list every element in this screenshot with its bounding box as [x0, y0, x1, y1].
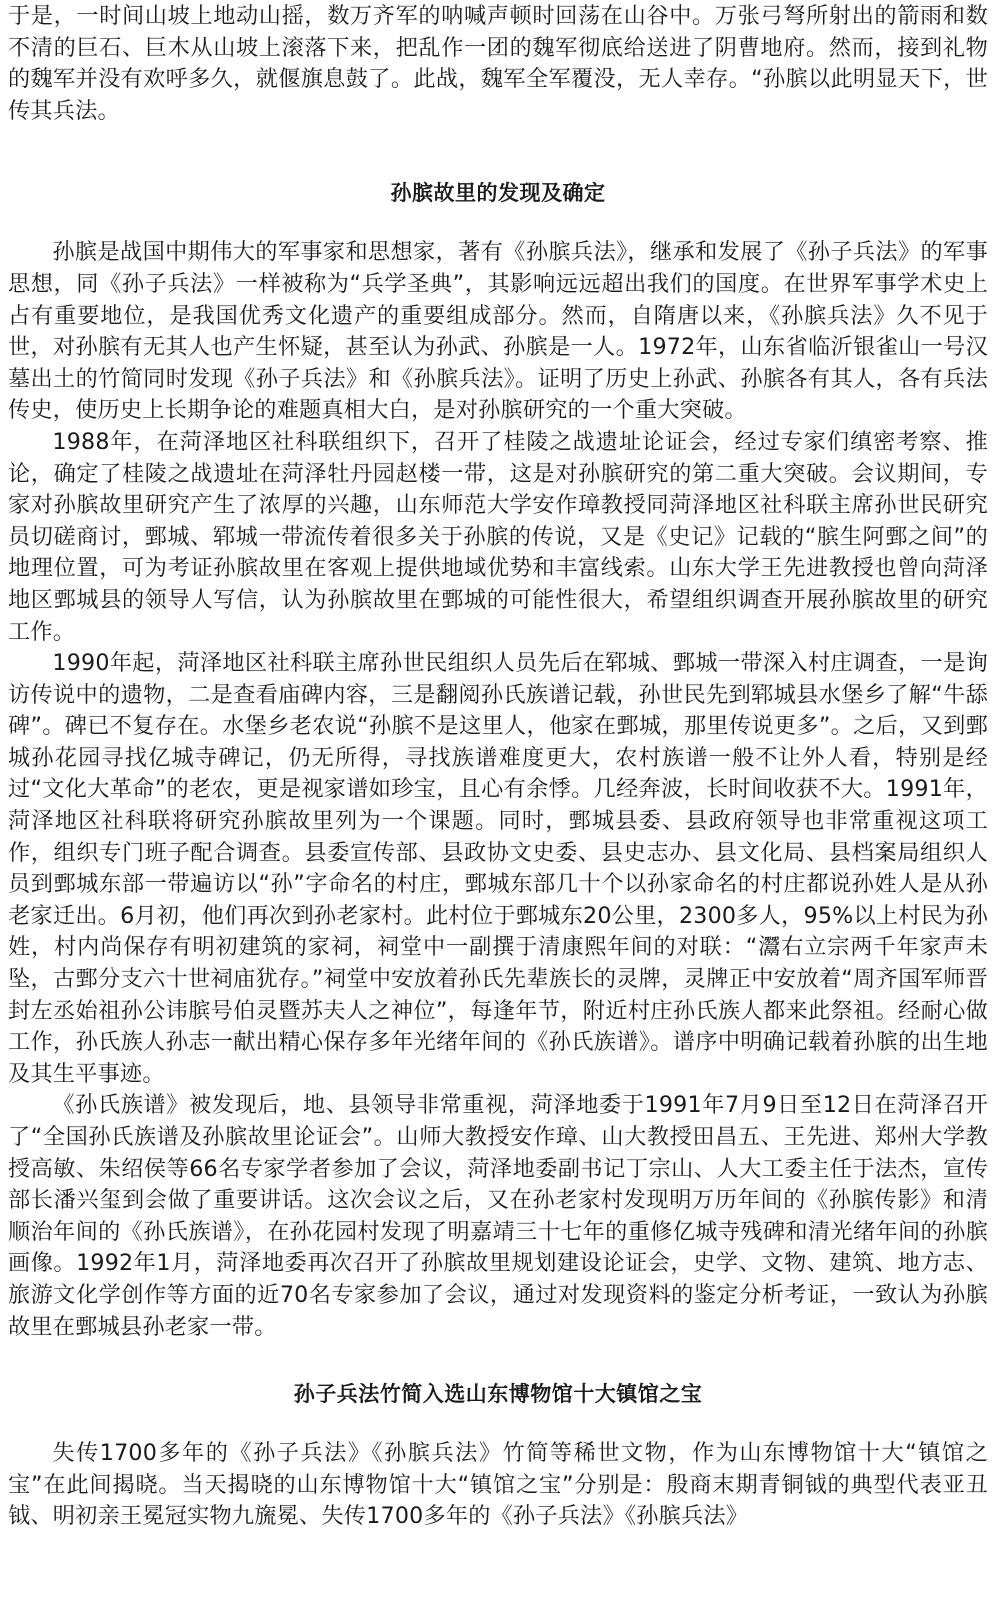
document-page — [8, 0, 988, 1533]
body-paragraph: 失传1700多年的《孙子兵法》《孙膑兵法》竹简等稀世文物，作为山东博物馆十大“镇馆之宝”在此间揭晓。当天揭晓的山东博物馆十大“镇馆之宝”分别是：殷商末期青铜钺的典型代表亚丑钺、明初亲王冕冠实物九旒冕、失传1700多年的《孙子兵法》《孙膑兵法》 — [8, 1440, 988, 1530]
body-paragraph: 《孙氏族谱》被发现后，地、县领导非常重视，菏泽地委于1991年7月9日至12日在菏泽召开了“全国孙氏族谱及孙膑故里论证会”。山师大教授安作璋、山大教授田昌五、王先进、郑州大学教授高敏、朱绍侯等66名专家学者参加了会议，菏泽地委副书记丁宗山、人大工委主任于法杰，宣传部长潘兴玺到会做了重要讲话。这次会议之后，又在孙老家村发现明万历年间的《孙膑传影》和清顺治年间的《孙氏族谱》，在孙花园村发现了明嘉靖三十七年的重修亿城寺残碑和清光绪年间的孙膑画像。1992年1月，菏泽地委再次召开了孙膑故里规划建设论证会，史学、文物、建筑、地方志、旅游文化学创作等方面的近70名专家参加了会议，通过对发现资料的鉴定分析考证，一致认为孙膑故里在鄄城县孙老家一带。 — [8, 1092, 988, 1340]
body-paragraph: 孙膑是战国中期伟大的军事家和思想家，著有《孙膑兵法》，继承和发展了《孙子兵法》的军事思想，同《孙子兵法》一样被称为“兵学圣典”，其影响远远超出我们的国度。在世界军事学术史上占有重要地位，是我国优秀文化遗产的重要组成部分。然而，自隋唐以来，《孙膑兵法》久不见于世，对孙膑有无其人也产生怀疑，甚至认为孙武、孙膑是一人。1972年，山东省临沂银雀山一号汉墓出土的竹简同时发现《孙子兵法》和《孙膑兵法》。证明了历史上孙武、孙膑各有其人，各有兵法传史，使历史上长期争论的难题真相大白，是对孙膑研究的一个重大突破。 — [8, 239, 988, 424]
body-paragraph: 1988年，在菏泽地区社科联组织下，召开了桂陵之战遗址论证会，经过专家们缜密考察、推论，确定了桂陵之战遗址在菏泽牡丹园赵楼一带，这是对孙膑研究的第二重大突破。会议期间，专家对孙膑故里研究产生了浓厚的兴趣，山东师范大学安作璋教授同菏泽地区社科联主席孙世民研究员切磋商讨，鄄城、郓城一带流传着很多关于孙膑的传说，又是《史记》记载的“膑生阿鄄之间”的地理位置，可为考证孙膑故里在客观上提供地域优势和丰富线索。山东大学王先进教授也曾向菏泽地区鄄城县的领导人写信，认为孙膑故里在鄄城的可能性很大，希望组织调查开展孙膑故里的研究工作。 — [8, 428, 988, 645]
body-paragraph: 1990年起，菏泽地区社科联主席孙世民组织人员先后在郓城、鄄城一带深入村庄调查，一是询访传说中的遗物，二是查看庙碑内容，三是翻阅孙氏族谱记载，孙世民先到郓城县水堡乡了解“牛舔碑”。碑已不复存在。水堡乡老农说“孙膑不是这里人，他家在鄄城，那里传说更多”。之后，又到鄄城孙花园寻找亿城寺碑记，仍无所得，寻找族谱难度更大，农村族谱一般不让外人看，特别是经过“文化大革命”的老农，更是视家谱如珍宝，且心有余悸。几经奔波，长时间收获不大。1991年，菏泽地区社科联将研究孙膑故里列为一个课题。同时，鄄城县委、县政府领导也非常重视这项工作，组织专门班子配合调查。县委宣传部、县政协文史委、县史志办、县文化局、县档案局组织人员到鄄城东部一带遍访以“孙”字命名的村庄，鄄城东部几十个以孙家命名的村庄都说孙姓人是从孙老家迁出。6月初，他们再次到孙老家村。此村位于鄄城东20公里，2300多人，95%以上村民为孙姓，村内尚保存有明初建筑的家祠，祠堂中一副撰于清康熙年间的对联：“灊右立宗两千年家声未坠，古鄄分支六十世祠庙犹存。”祠堂中安放着孙氏先辈族长的灵牌，灵牌正中安放着“周齐国军师晋封左丞始祖孙公讳膑号伯灵暨苏夫人之神位”，每逢年节，附近村庄孙氏族人都来此祭祖。经耐心做工作，孙氏族人孙志一献出精心保存多年光绪年间的《孙氏族谱》。谱序中明确记载着孙膑的出生地及其生平事迹。 — [8, 650, 988, 1087]
section-heading-bamboo-slips-treasures: 孙子兵法竹简入选山东博物馆十大镇馆之宝 — [293, 1382, 703, 1407]
section-heading-sun-bin-hometown: 孙膑故里的发现及确定 — [390, 181, 606, 206]
intro-paragraph: 于是，一时间山坡上地动山摇，数万齐军的呐喊声顿时回荡在山谷中。万张弓弩所射出的箭雨和数不清的巨石、巨木从山坡上滚落下来，把乱作一团的魏军彻底给送进了阴曹地府。然而，接到礼物的魏军并没有欢呼多久，就偃旗息鼓了。此战，魏军全军覆没，无人幸存。“孙膑以此明显天下，世传其兵法。 — [8, 3, 988, 124]
